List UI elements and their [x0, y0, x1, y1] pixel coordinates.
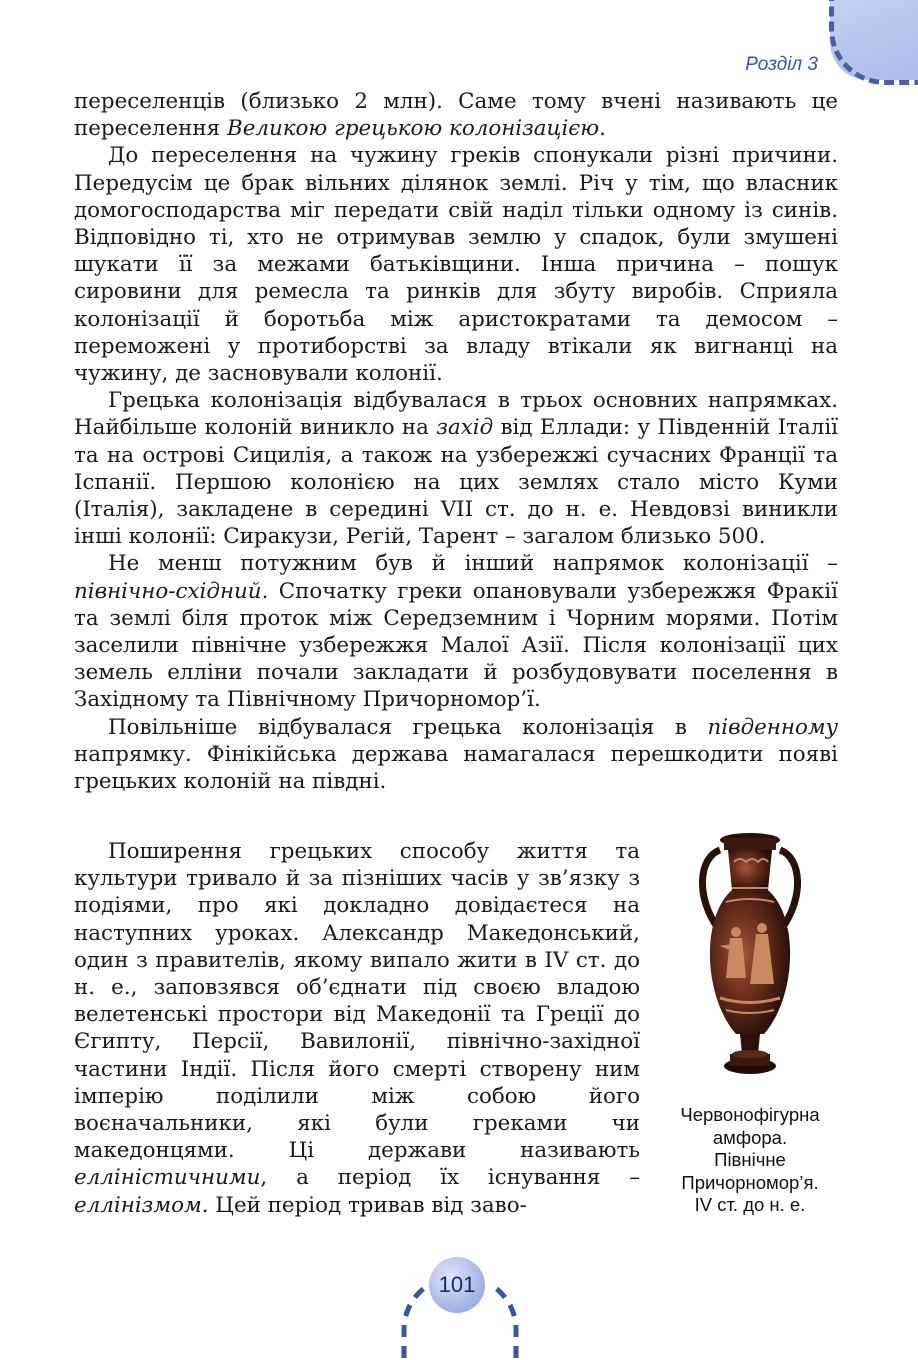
emphasis-term: елліністичними [74, 1165, 261, 1191]
paragraph [74, 714, 838, 796]
emphasis-term: південному [707, 714, 838, 740]
text-run: Повільніше відбувалася грецька колонізація в [108, 714, 708, 740]
amphora-icon [690, 828, 810, 1090]
caption-line: амфора. [712, 1126, 788, 1148]
emphasis-term: Великою грецькою колонізацією [226, 116, 600, 142]
text-run: від Еллади: у Південній Італії та на острові Сицилія, а також на узбережжі сучасних Франції та Іспанії. Першою колонією на цих землях стало місто Куми (Італія), закладене в середині VII ст. до н. е. Невдовзі виникли інші колонії: Сиракузи, Регій, Тарент – загалом близько 500. [74, 415, 839, 550]
text-run: . [599, 116, 606, 142]
text-run: Грецька колонізація відбувалася в трьох основних напрямках. Найбільше колоній виникло на [74, 388, 838, 441]
emphasis-term: еллінізмом [74, 1192, 202, 1218]
emphasis-term: захід [436, 415, 494, 441]
page-number: 101 [429, 1257, 485, 1313]
text-run: . Спочатку греки опановували узбережжя Фракії та землі біля проток між Середземним і Чорним морями. Потім заселили північне узбережжя Малої Азії. Після колонізації цих земель елліни почали закладати й розбудовувати поселення в Західному та Північному Причорномор’ї. [74, 578, 838, 713]
caption-line: Червонофігурна [680, 1104, 820, 1125]
section-label: Розділ 3 [745, 54, 818, 75]
main-text-top [74, 88, 838, 795]
amphora-figure [662, 828, 838, 1217]
text-run: . Цей період тривав від заво- [201, 1192, 527, 1218]
text-run: До переселення на чужину греків спонукали різні причини. Передусім це брак вільних ділянок землі. Річ у тім, що власник домогосподарства міг передати свій наділ тільки одному із синів. Відповідно ті, хто не отримував землю у спадок, були змушені шукати її за межами батьківщини. Інша причина – пошук сировини для ремесла та ринків для збуту виробів. Сприяла колонізації й боротьба між аристократами та демосом – переможені у протиборстві за владу втікали як вигнанці на чужину, де засновували колонії. [74, 143, 838, 387]
caption-line: Причорномор’я. [681, 1171, 819, 1193]
corner-dashed-arc [829, 0, 918, 85]
paragraph [74, 142, 838, 387]
text-run: переселенців (близько 2 млн). Саме тому вчені називають це переселення [74, 89, 838, 142]
paragraph [74, 838, 640, 1219]
paragraph [74, 387, 838, 550]
caption-line: Північне [714, 1149, 786, 1170]
figure-caption [662, 1104, 838, 1217]
caption-line: IV ст. до н. е. [694, 1194, 806, 1215]
text-run: напрямку. Фінікійська держава намагалася перешкодити появі грецьких колоній на півдні. [74, 741, 838, 795]
paragraph [74, 88, 838, 142]
text-run: Поширення грецьких способу життя та культури тривало й за пізніших часів у зв’язку з подіями, про які докладно довідаєтеся на наступних уроках. Александр Македонський, один з правителів, якому випало жити в IV ст. до н. е., заповзявся об’єднати під своєю владою велетенські простори від Македонії та Греції до Єгипту, Персії, Вавилонії, північно-західної частини Індії. Після його смерті створену ним імперію поділили між собою його воєначальники, які були греками чи македонцями. Ці держави називають [74, 839, 640, 1164]
text-run: Не менш потужним був й інший напрямок колонізації – [108, 551, 838, 577]
emphasis-term: північно-східний [74, 578, 262, 604]
text-run: , а період їх існування – [260, 1165, 640, 1191]
paragraph [74, 550, 838, 713]
main-text-bottom [74, 838, 640, 1219]
